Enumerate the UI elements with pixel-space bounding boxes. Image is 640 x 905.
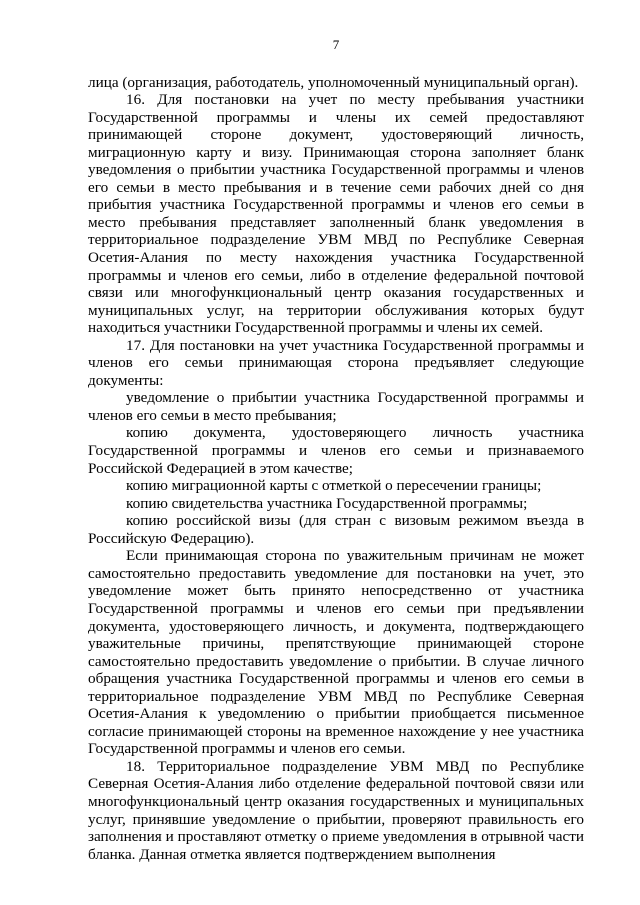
paragraph-list-notification: уведомление о прибытии участника Государственной программы и членов его семьи в место пребывания;	[88, 389, 584, 424]
paragraph-list-certificate: копию свидетельства участника Государственной программы;	[126, 494, 528, 512]
paragraph-continuation: лица (организация, работодатель, уполномоченный муниципальный орган).	[88, 73, 579, 91]
paragraph-list-visa: копию российской визы (для стран с визовым режимом въезда в Российскую Федерацию).	[88, 512, 584, 547]
page-number: 7	[332, 37, 340, 52]
paragraph-item-18: 18. Территориальное подразделение УВМ МВД по Республике Северная Осетия-Алания либо отделение федеральной почтовой связи или многофункциональный центр оказания государственных и муниципальных услуг, принявшие уведомление о прибытии, проверяют правильность его заполнения и проставляют отметку о приеме уведомления в отрывной части бланка. Данная отметка является подтверждением выполнения	[88, 757, 584, 863]
paragraph-list-migration-card: копию миграционной карты с отметкой о пересечении границы;	[126, 477, 542, 495]
paragraph-exception: Если принимающая сторона по уважительным причинам не может самостоятельно предоставить уведомление для постановки на учет, это уведомление может быть принято непосредственно от участника Государственной программы и членов его семьи при предъявлении документа, удостоверяющего личность, и документа, подтверждающего уважительные причины, препятствующие принимающей стороне самостоятельно предоставить уведомление о прибытии. В случае личного обращения участника Государственной программы и членов его семьи в территориальное подразделение УВМ МВД по Республике Северная Осетия-Алания к уведомлению о прибытии приобщается письменное согласие принимающей стороны на временное нахождение у нее участника Государственной программы и членов его семьи.	[88, 547, 584, 758]
paragraph-item-16: 16. Для постановки на учет по месту пребывания участники Государственной программы и члены их семей предоставляют принимающей стороне документ, удостоверяющий личность, миграционную карту и визу. Принимающая сторона заполняет бланк уведомления о прибытии участника Государственной программы и членов его семьи в место пребывания и в течение семи рабочих дней со дня прибытия участника Государственной программы и членов его семьи в место пребывания представляет заполненный бланк уведомления в территориальное подразделение УВМ МВД по Республике Северная Осетия-Алания по месту нахождения участника Государственной программы и членов его семьи, либо в отделение федеральной почтовой связи или многофункциональный центр оказания государственных и муниципальных услуг, на территории обслуживания которых будут находиться участники Государственной программы и члены их семей.	[88, 91, 584, 337]
paragraph-list-identity-copy: копию документа, удостоверяющего личность участника Государственной программы и членов его семьи и признаваемого Российской Федерацией в этом качестве;	[88, 424, 584, 477]
paragraph-item-17: 17. Для постановки на учет участника Государственной программы и членов его семьи принимающая сторона предъявляет следующие документы:	[88, 336, 584, 389]
